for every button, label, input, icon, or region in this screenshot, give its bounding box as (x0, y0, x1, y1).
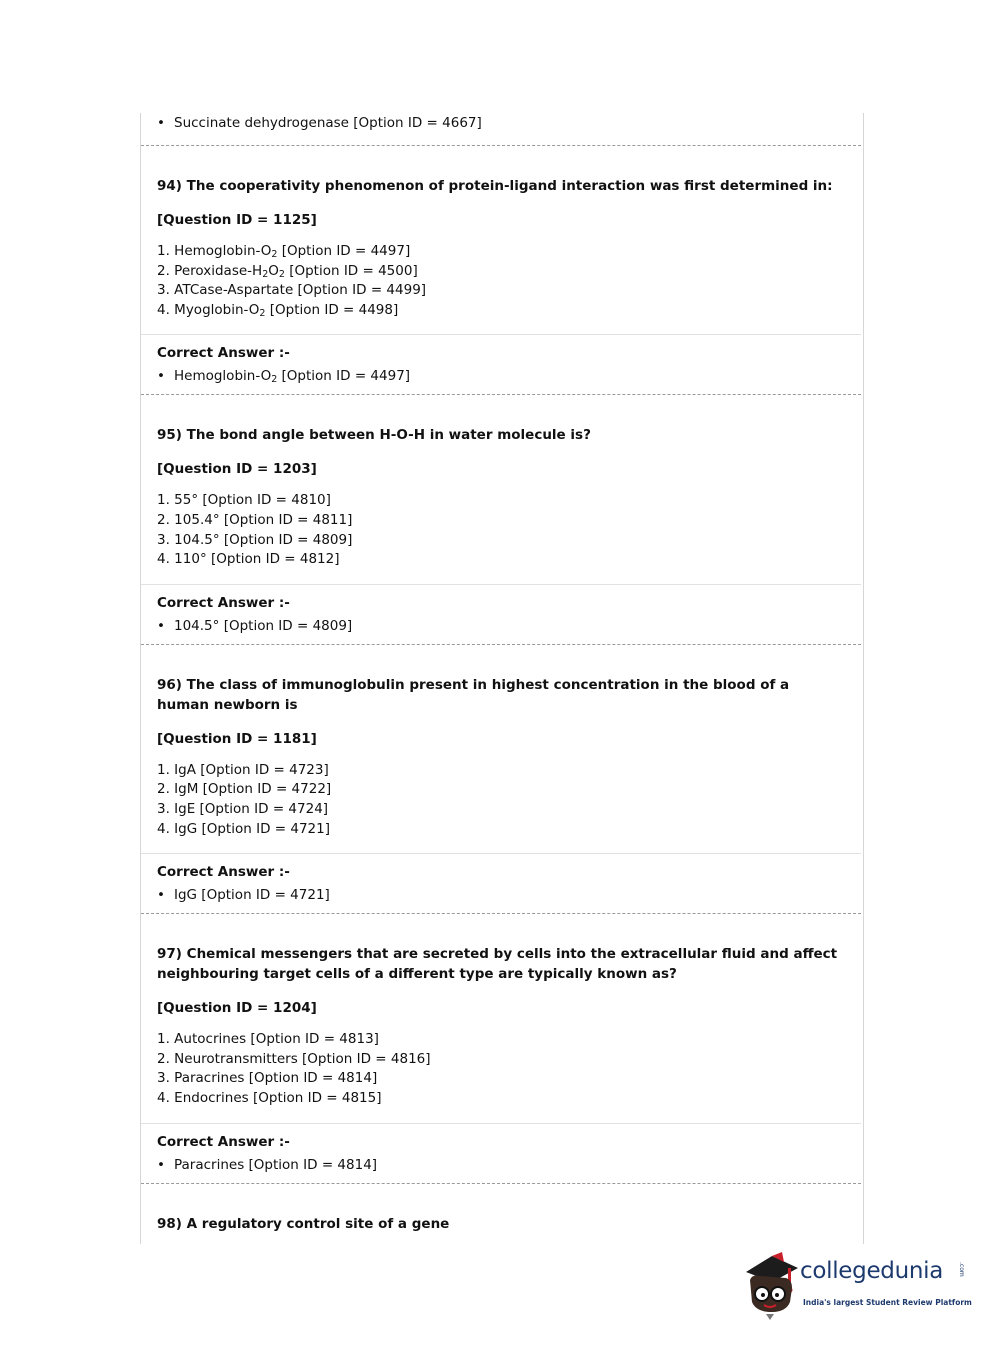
question-list (141, 113, 861, 1248)
option-list (157, 242, 845, 320)
option-number: 3. (157, 282, 175, 299)
correct-answer-block (141, 854, 861, 913)
option-text-mid: O (268, 262, 279, 279)
subscript: 2 (271, 374, 278, 386)
bullet-icon: • (157, 617, 165, 634)
option-number: 4. (157, 551, 175, 568)
bullet-icon: • (157, 1156, 165, 1173)
option-number: 2. (157, 1050, 175, 1067)
option-list (157, 491, 845, 569)
option-text: IgG [Option ID = 4721] (174, 820, 330, 837)
option-item (157, 281, 845, 301)
question-title: 98) A regulatory control site of a gene (157, 1215, 450, 1232)
correct-answer-label: Correct Answer :- (157, 345, 290, 362)
subscript: 2 (271, 249, 278, 260)
mascot-icon (742, 1250, 802, 1320)
option-text: 110° [Option ID = 4812] (174, 551, 340, 568)
correct-answer-block (141, 585, 861, 644)
option-text: 105.4° [Option ID = 4811] (174, 511, 353, 528)
option-text: Peroxidase-H (174, 262, 263, 279)
correct-answer-item (157, 885, 845, 905)
option-item (157, 1030, 845, 1050)
option-text: Myoglobin-O (174, 301, 260, 318)
previous-answer-text: Succinate dehydrogenase [Option ID = 4667] (174, 115, 482, 131)
option-item (157, 511, 845, 531)
option-item (157, 301, 845, 321)
correct-answer-label: Correct Answer :- (157, 864, 290, 881)
option-item (157, 1050, 845, 1070)
option-text: IgM [Option ID = 4722] (174, 781, 332, 798)
collegedunia-logo (742, 1250, 972, 1320)
correct-answer-item (157, 366, 845, 386)
option-text: Paracrines [Option ID = 4814] (174, 1070, 378, 1087)
option-text: IgG [Option ID = 4721] (174, 887, 330, 904)
option-text-tail: [Option ID = 4497] (277, 243, 411, 259)
option-number: 3. (157, 1070, 175, 1087)
correct-answer-label: Correct Answer :- (157, 1133, 290, 1150)
question-id: [Question ID = 1125] (157, 212, 317, 228)
option-number: 2. (157, 262, 175, 279)
option-item (157, 1069, 845, 1089)
option-item (157, 761, 845, 781)
option-text: IgA [Option ID = 4723] (174, 761, 329, 778)
option-item (157, 1089, 845, 1109)
question-block (141, 645, 861, 853)
option-number: 1. (157, 1031, 175, 1048)
bullet-icon: • (157, 887, 165, 904)
question-block-98 (141, 1184, 861, 1248)
question-title: 96) The class of immunoglobulin present in highest concentration in the blood of a human newborn is (157, 676, 790, 713)
question-title: 97) Chemical messengers that are secreted by cells into the extracellular fluid and affect neighbouring target cells of a different type are typically known as? (157, 946, 838, 983)
option-item (157, 780, 845, 800)
question-block (141, 395, 861, 583)
question-block (141, 914, 861, 1122)
option-number: 1. (157, 492, 175, 509)
option-number: 4. (157, 1089, 175, 1106)
option-number: 3. (157, 531, 175, 548)
subscript: 2 (278, 268, 285, 280)
option-text: 104.5° [Option ID = 4809] (174, 617, 353, 634)
option-text: Neurotransmitters [Option ID = 4816] (174, 1050, 431, 1067)
option-text-tail: [Option ID = 4497] (277, 368, 411, 385)
option-item (157, 242, 845, 262)
option-number: 3. (157, 800, 175, 817)
option-text: IgE [Option ID = 4724] (174, 800, 329, 817)
option-item (157, 800, 845, 820)
option-text-tail: [Option ID = 4500] (284, 262, 418, 279)
brand-name: collegedunia (800, 1258, 944, 1284)
question-title: 94) The cooperativity phenomenon of protein-ligand interaction was first determined in: (157, 178, 833, 194)
correct-answer-item (157, 1155, 845, 1175)
option-item (157, 820, 845, 840)
option-number: 1. (157, 761, 175, 778)
question-title: 95) The bond angle between H-O-H in water molecule is? (157, 427, 591, 444)
option-number: 4. (157, 301, 175, 318)
question-block (141, 146, 861, 334)
option-number: 2. (157, 781, 175, 798)
option-number: 1. (157, 243, 175, 259)
option-text-tail: [Option ID = 4498] (265, 301, 399, 318)
subscript: 2 (262, 268, 269, 280)
option-number: 2. (157, 511, 175, 528)
option-text: Paracrines [Option ID = 4814] (174, 1156, 378, 1173)
option-list (157, 761, 845, 839)
option-list (157, 1030, 845, 1108)
correct-answer-block (141, 335, 861, 394)
bullet-icon: • (157, 368, 165, 385)
option-item (157, 531, 845, 551)
option-item (157, 262, 845, 282)
correct-answer-item (157, 616, 845, 636)
question-id: [Question ID = 1204] (157, 1000, 317, 1017)
brand-tagline: India's largest Student Review Platform (803, 1298, 972, 1307)
option-item (157, 550, 845, 570)
question-id: [Question ID = 1203] (157, 461, 317, 478)
option-number: 4. (157, 820, 175, 837)
option-text: Hemoglobin-O (174, 368, 272, 385)
previous-correct-answer: • Succinate dehydrogenase [Option ID = 4667] (157, 115, 482, 131)
subscript: 2 (259, 307, 266, 319)
option-text: Endocrines [Option ID = 4815] (174, 1089, 382, 1106)
brand-domain: .com (958, 1262, 965, 1277)
option-text: 55° [Option ID = 4810] (174, 492, 331, 509)
question-id: [Question ID = 1181] (157, 730, 317, 747)
option-item (157, 491, 845, 511)
option-text: Hemoglobin-O (174, 243, 272, 259)
option-text: 104.5° [Option ID = 4809] (174, 531, 353, 548)
option-text: Autocrines [Option ID = 4813] (174, 1031, 379, 1048)
option-text: ATCase-Aspartate [Option ID = 4499] (174, 282, 427, 299)
correct-answer-block (141, 1124, 861, 1183)
correct-answer-label: Correct Answer :- (157, 594, 290, 611)
